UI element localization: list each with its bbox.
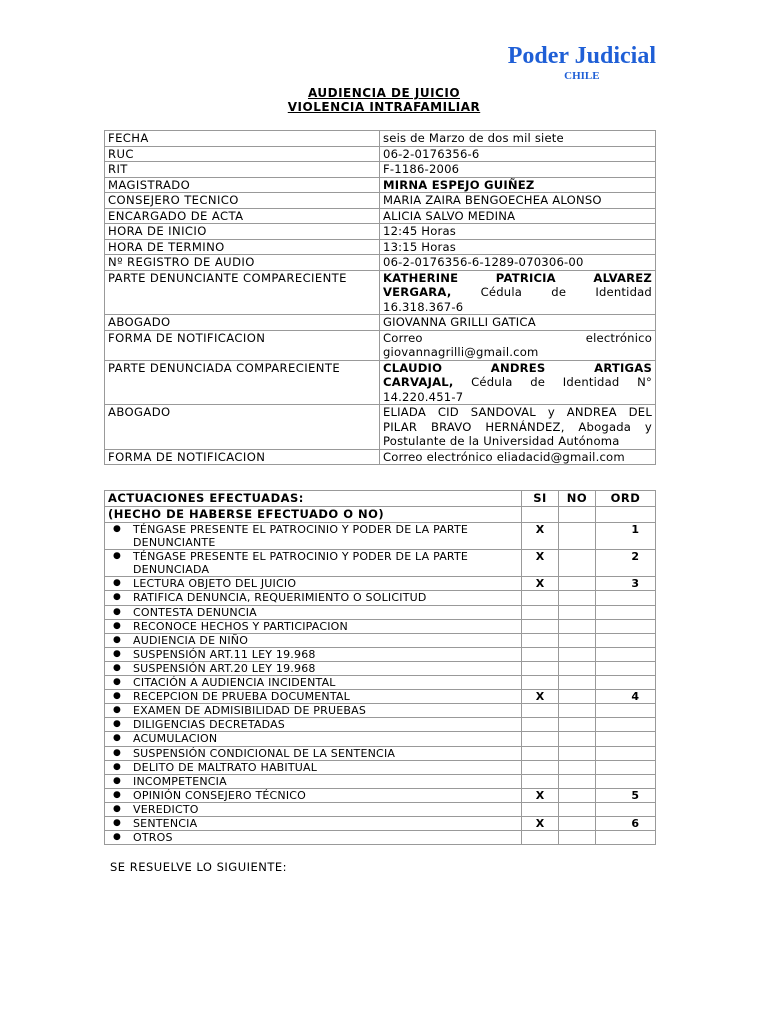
- value-abogado-1: GIOVANNA GRILLI GATICA: [380, 315, 656, 331]
- table-row: [105, 788, 656, 802]
- actuacion-si-cell: [522, 760, 559, 774]
- actuacion-si-cell: [522, 746, 559, 760]
- actuacion-item: [105, 718, 522, 732]
- actuacion-si-cell: [522, 605, 559, 619]
- bullet-icon: ●: [113, 719, 121, 730]
- actuacion-item: [105, 788, 522, 802]
- actuacion-no-cell: [559, 732, 596, 746]
- bullet-icon: ●: [113, 733, 121, 744]
- row-notificacion-2: [105, 449, 656, 465]
- actuacion-ord-cell: [596, 619, 656, 633]
- actuacion-item: [105, 746, 522, 760]
- actuacion-ord-cell: [596, 718, 656, 732]
- actuacion-si-cell: X: [522, 788, 559, 802]
- actuacion-item: [105, 676, 522, 690]
- value-inicio: 12:45 Horas: [380, 224, 656, 240]
- actuacion-text: DILIGENCIAS DECRETADAS: [133, 718, 285, 732]
- actuacion-ord-cell: [596, 760, 656, 774]
- actuacion-si-cell: [522, 802, 559, 816]
- label-audio: Nº REGISTRO DE AUDIO: [105, 255, 380, 271]
- actuacion-si-cell: [522, 619, 559, 633]
- actuacion-si-cell: [522, 718, 559, 732]
- notificacion-1-line-1: Correo electrónico: [383, 330, 652, 345]
- actuacion-text: RECONOCE HECHOS Y PARTICIPACION: [133, 619, 348, 633]
- table-row: [105, 676, 656, 690]
- col-no-header: NO: [559, 491, 596, 507]
- bullet-icon: ●: [113, 578, 121, 589]
- actuacion-text: RATIFICA DENUNCIA, REQUERIMIENTO O SOLICITUD: [133, 591, 427, 605]
- value-abogado-2: [380, 405, 656, 450]
- actuacion-no-cell: [559, 550, 596, 577]
- actuacion-item: [105, 550, 522, 577]
- actuacion-item: [105, 690, 522, 704]
- actuacion-ord-cell: [596, 802, 656, 816]
- row-consejero: [105, 193, 656, 209]
- actuacion-no-cell: [559, 619, 596, 633]
- actuacion-si-cell: X: [522, 523, 559, 550]
- actuacion-si-cell: X: [522, 550, 559, 577]
- label-magistrado: MAGISTRADO: [105, 177, 380, 193]
- bullet-icon: ●: [113, 775, 121, 786]
- actuacion-no-cell: [559, 788, 596, 802]
- actuacion-ord-cell: 2: [596, 550, 656, 577]
- actuacion-no-cell: [559, 661, 596, 675]
- actuacion-ord-cell: [596, 661, 656, 675]
- value-rit: F-1186-2006: [380, 162, 656, 178]
- actuacion-ord-cell: [596, 732, 656, 746]
- label-abogado-1: ABOGADO: [105, 315, 380, 331]
- actuacion-text: AUDIENCIA DE NIÑO: [133, 633, 249, 647]
- value-magistrado: MIRNA ESPEJO GUIÑEZ: [380, 177, 656, 193]
- actuacion-text: INCOMPETENCIA: [133, 774, 227, 788]
- actuacion-si-cell: [522, 591, 559, 605]
- bullet-icon: ●: [113, 592, 121, 603]
- actuacion-no-cell: [559, 647, 596, 661]
- actuacion-ord-cell: 5: [596, 788, 656, 802]
- actuacion-no-cell: [559, 633, 596, 647]
- bullet-icon: ●: [113, 677, 121, 688]
- label-notificacion-2: FORMA DE NOTIFICACION: [105, 449, 380, 465]
- bullet-icon: ●: [113, 761, 121, 772]
- denunciada-name-2: [383, 375, 652, 390]
- label-termino: HORA DE TERMINO: [105, 239, 380, 255]
- actuacion-item: [105, 605, 522, 619]
- denunciada-id-text: Cédula de Identidad N°: [471, 375, 652, 389]
- denunciante-id-number: 16.318.367-6: [383, 299, 464, 314]
- label-denunciante: PARTE DENUNCIANTE COMPARECIENTE: [105, 270, 380, 315]
- label-fecha: FECHA: [105, 131, 380, 147]
- subheader-no-cell: [559, 507, 596, 523]
- actuacion-item: [105, 816, 522, 830]
- actuacion-no-cell: [559, 577, 596, 591]
- denunciante-name-1: KATHERINE PATRICIA ALVAREZ: [383, 270, 652, 285]
- actuacion-text: SENTENCIA: [133, 816, 198, 830]
- actuacion-item: [105, 704, 522, 718]
- actuacion-ord-cell: 1: [596, 523, 656, 550]
- actuacion-text: SUSPENSIÓN ART.11 LEY 19.968: [133, 647, 316, 661]
- actuacion-si-cell: [522, 647, 559, 661]
- actuaciones-header-row: [105, 491, 656, 507]
- actuacion-text: TÉNGASE PRESENTE EL PATROCINIO Y PODER DE LA PARTE DENUNCIANTE: [133, 523, 469, 550]
- actuacion-text: TÉNGASE PRESENTE EL PATROCINIO Y PODER DE LA PARTE DENUNCIADA: [133, 550, 469, 577]
- table-row: [105, 802, 656, 816]
- denunciante-id-text: Cédula de Identidad: [480, 285, 652, 299]
- actuacion-ord-cell: [596, 746, 656, 760]
- actuacion-no-cell: [559, 591, 596, 605]
- actuacion-text: CITACIÓN A AUDIENCIA INCIDENTAL: [133, 676, 336, 690]
- row-ruc: [105, 146, 656, 162]
- actuacion-si-cell: X: [522, 690, 559, 704]
- actuacion-text: OPINIÓN CONSEJERO TÉCNICO: [133, 788, 307, 802]
- table-row: [105, 647, 656, 661]
- denunciante-name-2: [383, 285, 652, 300]
- actuacion-item: [105, 633, 522, 647]
- actuacion-text: CONTESTA DENUNCIA: [133, 605, 257, 619]
- bullet-icon: ●: [113, 691, 121, 702]
- actuacion-no-cell: [559, 746, 596, 760]
- row-termino: [105, 239, 656, 255]
- actuacion-item: [105, 591, 522, 605]
- actuacion-text: ACUMULACION: [133, 732, 218, 746]
- label-denunciada: PARTE DENUNCIADA COMPARECIENTE: [105, 360, 380, 405]
- actuacion-si-cell: [522, 831, 559, 845]
- table-row: [105, 633, 656, 647]
- value-termino: 13:15 Horas: [380, 239, 656, 255]
- table-row: [105, 605, 656, 619]
- row-magistrado: [105, 177, 656, 193]
- value-notificacion-1: [380, 330, 656, 360]
- value-notificacion-2: Correo electrónico eliadacid@gmail.com: [380, 449, 656, 465]
- actuacion-si-cell: [522, 676, 559, 690]
- abogado-2-line-3: Postulante de la Universidad Autónoma: [383, 434, 620, 448]
- subheader-si-cell: [522, 507, 559, 523]
- actuacion-item: [105, 732, 522, 746]
- actuacion-item: [105, 831, 522, 845]
- table-row: [105, 831, 656, 845]
- actuacion-no-cell: [559, 802, 596, 816]
- document-title: [0, 86, 768, 114]
- actuacion-item: [105, 760, 522, 774]
- resuelve-heading: SE RESUELVE LO SIGUIENTE:: [110, 860, 288, 874]
- actuacion-no-cell: [559, 718, 596, 732]
- bullet-icon: ●: [113, 551, 121, 562]
- label-rit: RIT: [105, 162, 380, 178]
- actuacion-ord-cell: 4: [596, 690, 656, 704]
- table-row: [105, 591, 656, 605]
- value-encargado: ALICIA SALVO MEDINA: [380, 208, 656, 224]
- title-line-2: VIOLENCIA INTRAFAMILIAR: [287, 100, 481, 114]
- table-row: [105, 816, 656, 830]
- actuacion-ord-cell: [596, 605, 656, 619]
- table-row: [105, 774, 656, 788]
- value-denunciante: [380, 270, 656, 315]
- hearing-info-table: [104, 130, 656, 465]
- denunciante-surname: VERGARA,: [383, 285, 452, 299]
- label-consejero: CONSEJERO TECNICO: [105, 193, 380, 209]
- denunciada-surname: CARVAJAL,: [383, 375, 454, 389]
- actuacion-text: VEREDICTO: [133, 802, 199, 816]
- brand-title: Poder Judicial: [507, 43, 656, 69]
- bullet-icon: ●: [113, 747, 121, 758]
- actuacion-si-cell: [522, 732, 559, 746]
- actuacion-ord-cell: [596, 676, 656, 690]
- actuacion-no-cell: [559, 774, 596, 788]
- actuacion-ord-cell: [596, 774, 656, 788]
- value-denunciada: [380, 360, 656, 405]
- actuaciones-header: ACTUACIONES EFECTUADAS:: [105, 491, 522, 507]
- row-inicio: [105, 224, 656, 240]
- value-fecha: seis de Marzo de dos mil siete: [380, 131, 656, 147]
- label-notificacion-1: FORMA DE NOTIFICACION: [105, 330, 380, 360]
- actuacion-ord-cell: 6: [596, 816, 656, 830]
- value-audio: 06-2-0176356-6-1289-070306-00: [380, 255, 656, 271]
- denunciada-name-1: CLAUDIO ANDRES ARTIGAS: [383, 360, 652, 375]
- row-denunciada: [105, 360, 656, 405]
- actuacion-no-cell: [559, 816, 596, 830]
- actuacion-text: EXAMEN DE ADMISIBILIDAD DE PRUEBAS: [133, 704, 367, 718]
- brand-logo: [508, 42, 656, 82]
- row-audio: [105, 255, 656, 271]
- label-encargado: ENCARGADO DE ACTA: [105, 208, 380, 224]
- actuaciones-subheader-row: [105, 507, 656, 523]
- actuacion-item: [105, 647, 522, 661]
- table-row: [105, 619, 656, 633]
- table-row: [105, 704, 656, 718]
- actuacion-item: [105, 523, 522, 550]
- bullet-icon: ●: [113, 662, 121, 673]
- table-row: [105, 523, 656, 550]
- value-consejero: MARIA ZAIRA BENGOECHEA ALONSO: [380, 193, 656, 209]
- actuacion-text: OTROS: [133, 831, 173, 845]
- actuacion-item: [105, 577, 522, 591]
- row-denunciante: [105, 270, 656, 315]
- bullet-icon: ●: [113, 803, 121, 814]
- actuacion-item: [105, 619, 522, 633]
- label-abogado-2: ABOGADO: [105, 405, 380, 450]
- table-row: [105, 732, 656, 746]
- actuacion-no-cell: [559, 523, 596, 550]
- bullet-icon: ●: [113, 634, 121, 645]
- col-si-header: SI: [522, 491, 559, 507]
- bullet-icon: ●: [113, 789, 121, 800]
- row-abogado-2: [105, 405, 656, 450]
- actuacion-text: RECEPCION DE PRUEBA DOCUMENTAL: [133, 690, 350, 704]
- label-ruc: RUC: [105, 146, 380, 162]
- abogado-2-line-1: ELIADA CID SANDOVAL y ANDREA DEL: [383, 405, 652, 419]
- value-ruc: 06-2-0176356-6: [380, 146, 656, 162]
- actuacion-ord-cell: [596, 633, 656, 647]
- actuacion-no-cell: [559, 760, 596, 774]
- actuacion-text: LECTURA OBJETO DEL JUICIO: [133, 577, 297, 591]
- row-notificacion-1: [105, 330, 656, 360]
- actuacion-no-cell: [559, 690, 596, 704]
- actuacion-si-cell: [522, 774, 559, 788]
- actuacion-si-cell: [522, 704, 559, 718]
- table-row: [105, 577, 656, 591]
- bullet-icon: ●: [113, 705, 121, 716]
- actuaciones-body: [105, 523, 656, 845]
- notificacion-1-email: giovannagrilli@gmail.com: [383, 345, 539, 359]
- actuacion-no-cell: [559, 831, 596, 845]
- row-abogado-1: [105, 315, 656, 331]
- row-fecha: [105, 131, 656, 147]
- actuacion-text: SUSPENSIÓN CONDICIONAL DE LA SENTENCIA: [133, 746, 396, 760]
- col-ord-header: ORD: [596, 491, 656, 507]
- actuacion-no-cell: [559, 605, 596, 619]
- actuacion-si-cell: X: [522, 816, 559, 830]
- bullet-icon: ●: [113, 817, 121, 828]
- bullet-icon: ●: [113, 832, 121, 843]
- actuacion-si-cell: [522, 633, 559, 647]
- table-row: [105, 661, 656, 675]
- actuacion-no-cell: [559, 676, 596, 690]
- actuacion-text: DELITO DE MALTRATO HABITUAL: [133, 760, 318, 774]
- bullet-icon: ●: [113, 620, 121, 631]
- title-line-1: AUDIENCIA DE JUICIO: [307, 86, 461, 100]
- bullet-icon: ●: [113, 648, 121, 659]
- label-inicio: HORA DE INICIO: [105, 224, 380, 240]
- actuacion-item: [105, 802, 522, 816]
- abogado-2-line-2: PILAR BRAVO HERNÁNDEZ, Abogada y: [383, 419, 652, 434]
- actuacion-item: [105, 661, 522, 675]
- brand-country: CHILE: [564, 70, 600, 82]
- actuacion-si-cell: X: [522, 577, 559, 591]
- actuacion-item: [105, 774, 522, 788]
- actuacion-ord-cell: [596, 831, 656, 845]
- actuaciones-table: [104, 490, 656, 845]
- row-rit: [105, 162, 656, 178]
- bullet-icon: ●: [113, 524, 121, 534]
- actuacion-ord-cell: [596, 591, 656, 605]
- subheader-ord-cell: [596, 507, 656, 523]
- actuacion-no-cell: [559, 704, 596, 718]
- table-row: [105, 746, 656, 760]
- actuacion-ord-cell: 3: [596, 577, 656, 591]
- bullet-icon: ●: [113, 606, 121, 617]
- actuacion-si-cell: [522, 661, 559, 675]
- actuacion-ord-cell: [596, 704, 656, 718]
- table-row: [105, 550, 656, 577]
- row-encargado: [105, 208, 656, 224]
- table-row: [105, 718, 656, 732]
- actuaciones-subheader: (HECHO DE HABERSE EFECTUADO O NO): [105, 507, 522, 523]
- table-row: [105, 690, 656, 704]
- denunciada-id-number: 14.220.451-7: [383, 389, 464, 404]
- actuacion-text: SUSPENSIÓN ART.20 LEY 19.968: [133, 661, 316, 675]
- table-row: [105, 760, 656, 774]
- actuacion-ord-cell: [596, 647, 656, 661]
